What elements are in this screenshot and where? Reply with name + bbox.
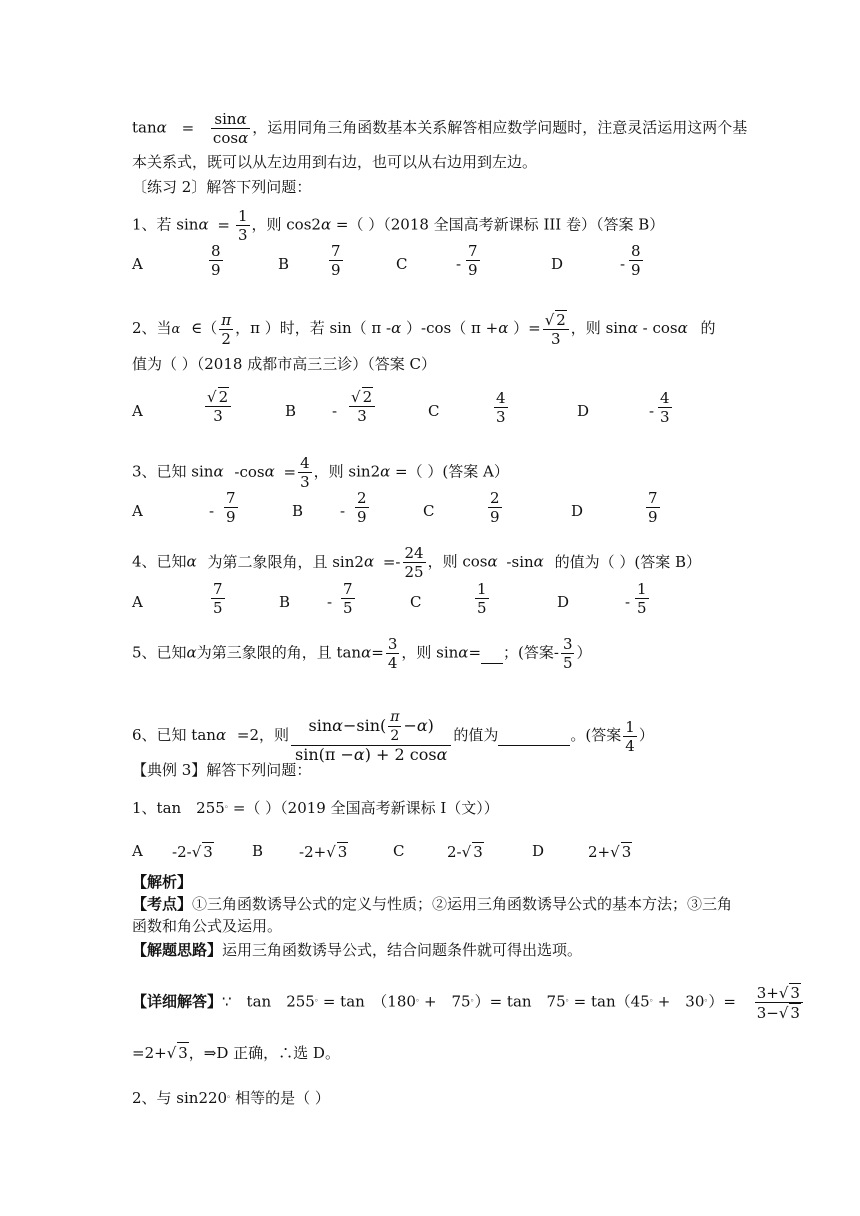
option-value: 2+√ 3: [588, 843, 632, 861]
fraction: $\frac{4}{3}$: [300, 454, 310, 491]
option-letter: D: [557, 593, 570, 611]
option-letter: C: [423, 502, 435, 520]
option-fraction: $\frac{7}{9}$: [648, 489, 658, 526]
sqrt-sign: √: [778, 984, 789, 1002]
question-2-line-2: 值为（ ）（2018 成都市高三三诊）（答案 C）: [132, 355, 436, 373]
sqrt-sign: √: [544, 311, 555, 329]
minus-sign: -: [209, 502, 215, 520]
answer-fraction: $\frac{3}{5}$: [562, 635, 573, 672]
minus-sign: -: [332, 402, 338, 420]
intro-line-2: 本关系式，既可以从左边用到右边，也可以从右边用到左边。: [132, 153, 538, 171]
sin-over-cos-fraction: $\frac{\sin\alpha}{\cos\alpha}$: [212, 110, 249, 147]
detailed-solution: 【详细解答】∵ tan 255。= tan （180。+ 75。）= tan 75。= tan（45。+ 30。）= $\frac{3+√ 3}{3-√ 3}$: [132, 983, 805, 1022]
example-3-question-1: 1、tan 255。=（ ）（2019 全国高考新课标 I（文））: [132, 799, 499, 817]
option-fraction: $\frac{2}{9}$: [490, 489, 500, 526]
equals-sign: =: [181, 118, 195, 137]
key-point-line-1: 【考点】①三角函数诱导公式的定义与性质；②运用三角函数诱导公式的基本方法；③三角: [132, 895, 733, 913]
sqrt-sign: √: [778, 1004, 789, 1022]
tan-text: tan: [132, 118, 157, 137]
sqrt-sign: √: [207, 388, 217, 406]
sqrt-sign: √: [351, 388, 361, 406]
fraction: $\frac{1}{3}$: [237, 207, 248, 244]
solution-idea: 【解题思路】运用三角函数诱导公式，结合问题条件就可得出选项。: [132, 941, 583, 959]
option-fraction: $\frac{8}{9}$: [211, 242, 221, 279]
option-fraction: $\frac{7}{9}$: [226, 489, 236, 526]
option-letter: B: [252, 842, 264, 860]
example-3-heading: 【典例 3】解答下列问题：: [132, 761, 312, 779]
minus-sign: -: [625, 593, 631, 611]
option-fraction: $\frac{7}{5}$: [213, 580, 223, 617]
option-letter: D: [551, 255, 564, 273]
option-letter: A: [132, 402, 143, 420]
minus-sign: -: [649, 402, 655, 420]
sqrt-sign: √: [461, 843, 472, 861]
solution-fraction: $\frac{3+√ 3}{3-√ 3}$: [755, 983, 803, 1022]
fraction: $\frac{24}{25}$: [404, 544, 424, 581]
option-fraction: $\frac{√ 2}{3}$: [349, 387, 375, 425]
question-4: 4、已知α 为第二象限角，且 sin2α =- $\frac{24}{25}$ ，则 cosα -sinα 的值为（ ）(答案 B）: [132, 544, 701, 581]
sqrt-sign: √: [191, 843, 202, 861]
option-letter: A: [132, 255, 143, 273]
question-5: 5、已知α为第三象限的角，且 tanα= $\frac{3}{4}$ ，则 sinα= ；(答案- $\frac{3}{5}$ ）: [132, 635, 592, 672]
question-1: 1、若 sinα = $\frac{1}{3}$ ，则 cos2α =（ ）（2018 全国高考新课标 III 卷）（答案 B）: [132, 207, 665, 244]
option-letter: C: [396, 255, 408, 273]
option-value: -2-√ 3: [172, 843, 213, 861]
question-6: 6、已知 tanα =2，则 sinα−sin( $\frac{\pi}{2}$ −α) sin(π −α) + 2 cosα 的值为 。(答案 $\frac{1}{4}$ ）: [132, 709, 654, 764]
option-letter: B: [278, 255, 290, 273]
sqrt-sign: √: [166, 1044, 177, 1062]
option-fraction: $\frac{2}{9}$: [357, 489, 367, 526]
option-letter: A: [132, 502, 143, 520]
option-fraction: $\frac{1}{5}$: [637, 580, 647, 617]
example-3-question-2: 2、与 sin220。相等的是（ ）: [132, 1089, 330, 1107]
option-letter: B: [285, 402, 297, 420]
option-letter: C: [393, 842, 405, 860]
option-letter: D: [571, 502, 584, 520]
minus-sign: -: [620, 255, 626, 273]
big-fraction: sinα−sin( $\frac{\pi}{2}$ −α) sin(π −α) + 2 cosα: [291, 708, 451, 764]
fraction: $\frac{3}{4}$: [387, 635, 398, 672]
minus-sign: -: [340, 502, 346, 520]
pi-over-2-fraction: $\frac{\pi}{2}$: [390, 709, 400, 744]
minus-sign: -: [327, 593, 333, 611]
alpha-symbol: α: [156, 118, 167, 137]
option-letter: B: [292, 502, 304, 520]
option-fraction: $\frac{7}{5}$: [343, 580, 353, 617]
answer-fraction: $\frac{1}{4}$: [625, 717, 635, 755]
key-point-line-2: 函数和角公式及运用。: [132, 917, 283, 935]
option-letter: C: [428, 402, 440, 420]
option-value: 2-√ 3: [447, 843, 483, 861]
answer-blank: [481, 643, 503, 664]
option-fraction: $\frac{4}{3}$: [496, 389, 506, 426]
option-letter: B: [279, 593, 291, 611]
answer-blank: [498, 725, 570, 746]
solution-result: =2+√ 3，⇒D 正确，∴选 D。: [132, 1044, 340, 1062]
option-fraction: $\frac{8}{9}$: [631, 242, 641, 279]
option-letter: D: [577, 402, 590, 420]
question-2: 2、当α ∈（ $\frac{\pi}{2}$ ，π ）时，若 sin（ π -α ）-cos（ π +α ）= $\frac{√ 2}{3}$ ，则 sinα - cosα 的: [132, 310, 716, 348]
sqrt-sign: √: [326, 843, 336, 861]
option-fraction: $\frac{7}{9}$: [468, 242, 478, 279]
question-3: 3、已知 sinα -cosα = $\frac{4}{3}$ ，则 sin2α =（ ）(答案 A）: [132, 454, 509, 491]
pi-over-2-fraction: $\frac{\pi}{2}$: [221, 310, 232, 348]
sqrt2-over-3-fraction: $\frac{√ 2}{3}$: [543, 310, 569, 348]
option-value: -2+√ 3: [299, 843, 348, 861]
option-letter: A: [132, 842, 143, 860]
sqrt-sign: √: [610, 843, 620, 861]
option-fraction: $\frac{√ 2}{3}$: [205, 387, 231, 425]
option-letter: D: [532, 842, 545, 860]
analysis-heading: 【解析】: [132, 873, 193, 891]
option-letter: A: [132, 593, 143, 611]
intro-text-1: ，运用同角三角函数基本关系解答相应数学问题时，注意灵活运用这两个基: [252, 118, 748, 137]
option-letter: C: [410, 593, 422, 611]
option-fraction: $\frac{4}{3}$: [660, 389, 670, 426]
option-fraction: $\frac{1}{5}$: [477, 580, 487, 617]
option-fraction: $\frac{7}{9}$: [331, 242, 341, 279]
practice-2-heading: 〔练习 2〕解答下列问题：: [132, 178, 312, 196]
intro-line-1: [132, 110, 747, 147]
minus-sign: -: [456, 255, 462, 273]
